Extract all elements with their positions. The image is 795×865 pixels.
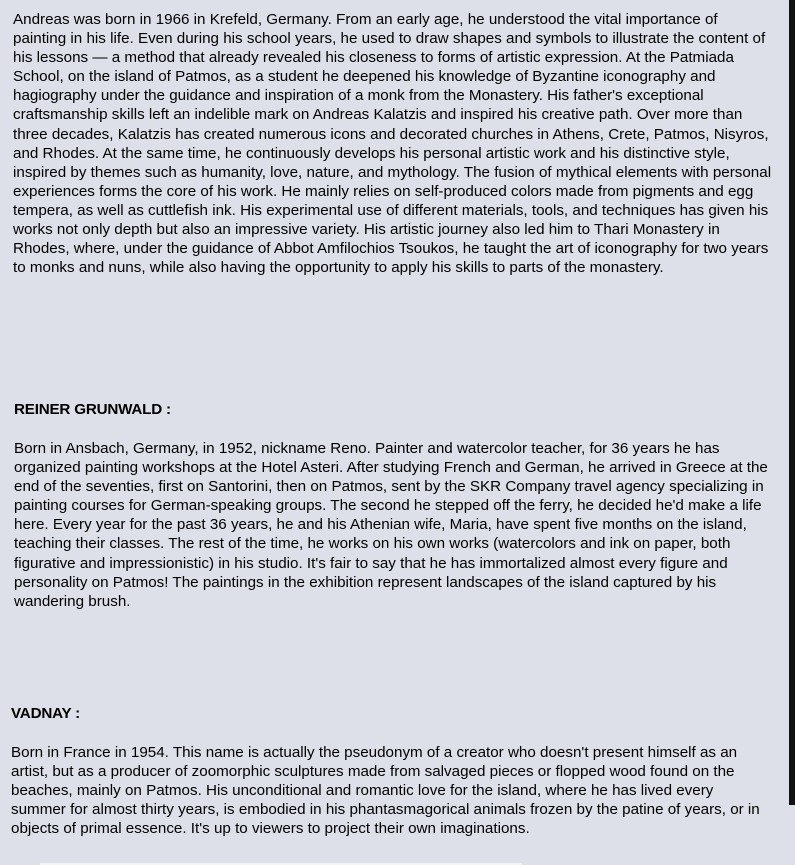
andreas-bio-paragraph: Andreas was born in 1966 in Krefeld, Germany. From an early age, he understood the vital importance of painting in his life. Even during his school years, he used to draw shapes and symbols to illustrate the content of his lessons — a method that already revealed his closeness to forms of artistic expression. At the Patmiada School, on the island of Patmos, as a student he deepened his knowledge of Byzantine iconography and hagiography under the guidance and inspiration of a monk from the Monastery. His father's exceptional craftsmanship skills left an indelible mark on Andreas Kalatzis and inspired his creative path. Over more than three decades, Kalatzis has created numerous icons and decorated churches in Athens, Crete, Patmos, Nisyros, and Rhodes. At the same time, he continuously develops his personal artistic work and his distinctive style, inspired by themes such as humanity, love, nature, and mythology. The fusion of mythical elements with personal experiences forms the core of his work. He mainly relies on self-produced colors made from pigments and egg tempera, as well as cuttlefish ink. His experimental use of different materials, tools, and techniques has given his works not only depth but also an impressive variety. His artistic journey also led him to Thari Monastery in Rhodes, where, under the guidance of Abbot Amfilochios Tsoukos, he taught the art of iconography for two years to monks and nuns, while also having the opportunity to apply his skills to parts of the monastery. [13, 11, 772, 277]
reiner-grunwald-heading: REINER GRUNWALD : [14, 401, 171, 418]
vadnay-heading: VADNAY : [11, 705, 81, 722]
vertical-scrollbar[interactable] [789, 0, 795, 805]
reiner-grunwald-bio-paragraph: Born in Ansbach, Germany, in 1952, nickname Reno. Painter and watercolor teacher, for 36 years he has organized painting workshops at the Hotel Asteri. After studying French and German, he arrived in Greece at the end of the seventies, first on Santorini, then on Patmos, sent by the SKR Company travel agency specializing in painting courses for German-speaking groups. The second he stepped off the ferry, he decided he'd make a life here. Every year for the past 36 years, he and his Athenian wife, Maria, have spent five months on the island, teaching their classes. The rest of the time, he works on his own works (watercolors and ink on paper, both figurative and impressionistic) in his studio. It's fair to say that he has immortalized almost every figure and personality on Patmos! The paintings in the exhibition represent landscapes of the island captured by his wandering brush. [14, 440, 768, 610]
vadnay-bio-paragraph: Born in France in 1954. This name is actually the pseudonym of a creator who doesn't present himself as an artist, but as a producer of zoomorphic sculptures made from salvaged pieces or flopped wood found on the beaches, mainly on Patmos. His unconditional and romantic love for the island, where he has lived every summer for almost thirty years, is embodied in his phantasmagorical animals frozen by the patine of years, or in objects of primal essence. It's up to viewers to project their own imaginations. [11, 744, 760, 838]
